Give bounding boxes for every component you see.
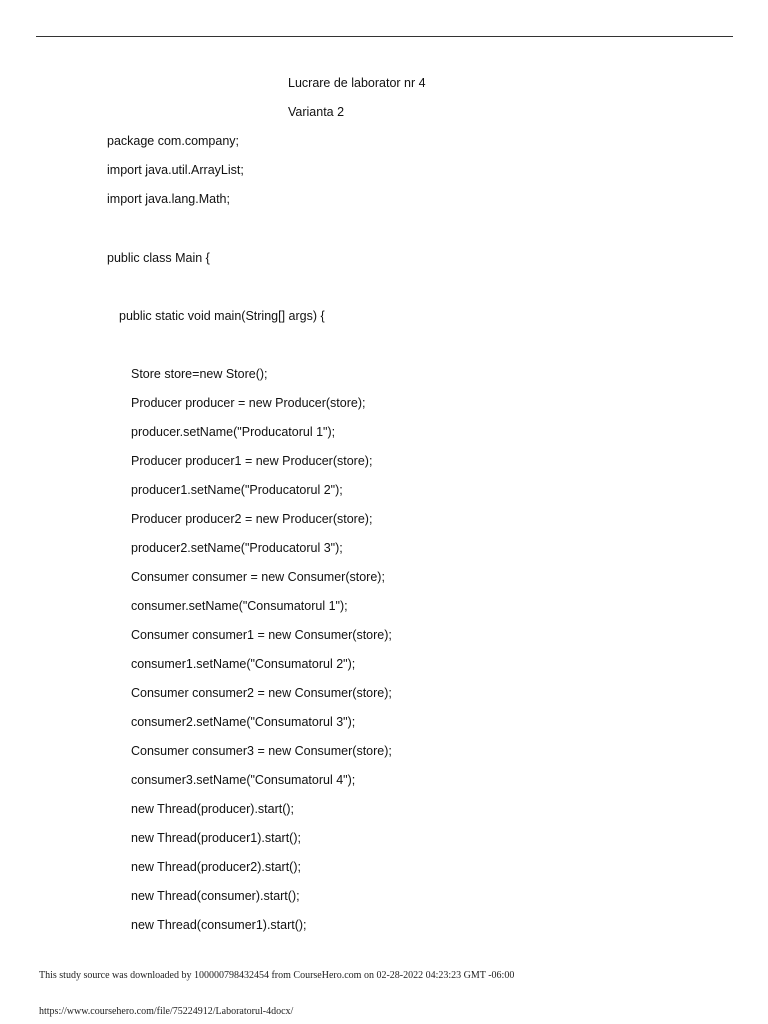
code-line: package com.company; xyxy=(107,134,240,148)
code-line: new Thread(producer2).start(); xyxy=(131,860,301,874)
code-line: Producer producer2 = new Producer(store); xyxy=(131,512,373,526)
code-line: consumer3.setName("Consumatorul 4"); xyxy=(131,773,356,787)
code-line: Consumer consumer1 = new Consumer(store); xyxy=(131,628,392,642)
code-line: consumer2.setName("Consumatorul 3"); xyxy=(131,715,356,729)
document-title: Lucrare de laborator nr 4 xyxy=(288,76,426,90)
document-subtitle: Varianta 2 xyxy=(288,105,345,119)
code-line: producer2.setName("Producatorul 3"); xyxy=(131,541,343,555)
code-line: public static void main(String[] args) { xyxy=(119,309,325,323)
code-line: import java.util.ArrayList; xyxy=(107,163,244,177)
code-line: public class Main { xyxy=(107,251,210,265)
code-line: producer1.setName("Producatorul 2"); xyxy=(131,483,343,497)
source-url[interactable]: https://www.coursehero.com/file/75224912/Laboratorul-4docx/ xyxy=(39,1006,294,1017)
code-line: Consumer consumer3 = new Consumer(store); xyxy=(131,744,392,758)
code-line: new Thread(consumer).start(); xyxy=(131,889,300,903)
code-line: Producer producer = new Producer(store); xyxy=(131,396,366,410)
code-line: new Thread(producer1).start(); xyxy=(131,831,301,845)
code-line: Store store=new Store(); xyxy=(131,367,268,381)
code-line: producer.setName("Producatorul 1"); xyxy=(131,425,336,439)
top-divider xyxy=(36,36,733,37)
code-line: consumer1.setName("Consumatorul 2"); xyxy=(131,657,356,671)
code-line: new Thread(producer).start(); xyxy=(131,802,295,816)
download-notice: This study source was downloaded by 100000798432454 from CourseHero.com on 02-28-2022 04:23:23 GMT -06:00 xyxy=(39,970,515,981)
code-line: new Thread(consumer1).start(); xyxy=(131,918,307,932)
code-line: Consumer consumer2 = new Consumer(store); xyxy=(131,686,392,700)
code-line: consumer.setName("Consumatorul 1"); xyxy=(131,599,348,613)
code-line: Consumer consumer = new Consumer(store); xyxy=(131,570,385,584)
code-line: Producer producer1 = new Producer(store); xyxy=(131,454,373,468)
code-line: import java.lang.Math; xyxy=(107,192,230,206)
